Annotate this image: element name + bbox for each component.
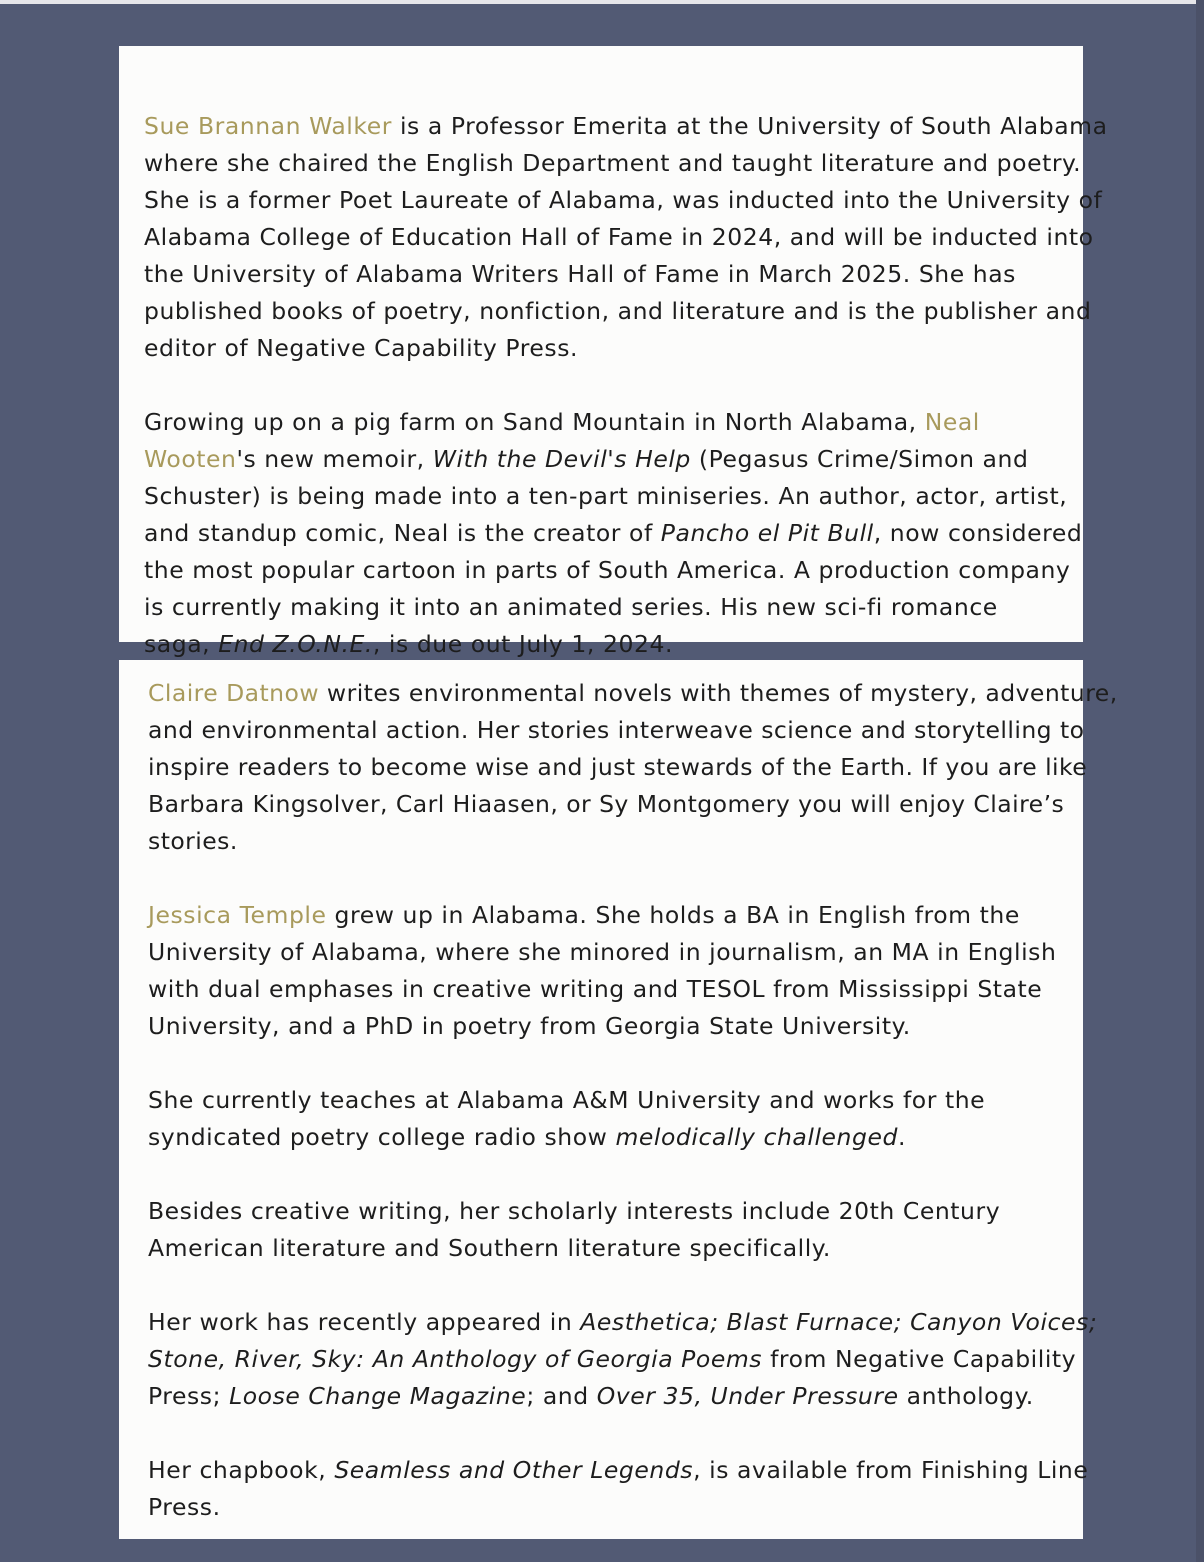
text-line: Besides creative writing, her scholarly interests include 20th Century [148, 1197, 1001, 1225]
text-line [148, 1119, 1077, 1156]
author-link-wooten[interactable]: Neal [924, 408, 980, 436]
text-line: is currently making it into an animated series. His new sci-fi romance [144, 593, 998, 621]
bio-datnow [148, 675, 1118, 860]
text-line: University, and a PhD in poetry from Georgia State University. [148, 1012, 911, 1040]
text-span: grew up in Alabama. She holds a BA in English from the [326, 901, 1020, 929]
text-line: Schuster) is being made into a ten-part miniseries. An author, actor, artist, [144, 482, 1068, 510]
text-line [144, 515, 1083, 552]
text-line: editor of Negative Capability Press. [144, 334, 579, 362]
text-line: American literature and Southern literature specifically. [148, 1234, 831, 1262]
text-line [144, 108, 1108, 145]
bio-card-2 [119, 660, 1118, 1539]
text-line [144, 404, 1063, 441]
author-link-wooten-cont[interactable]: Wooten [144, 445, 237, 473]
text-span: writes environmental novels with themes of mystery, adventure, [319, 679, 1118, 707]
text-span: 's new memoir, [236, 445, 433, 473]
text-span: , is available from Finishing Line [693, 1456, 1089, 1484]
book-title: With the Devil's Help [432, 445, 691, 473]
book-title: End Z.O.N.E. [218, 630, 373, 658]
text-line: published books of poetry, nonfiction, and literature and is the publisher and [144, 297, 1092, 325]
text-line: University of Alabama, where she minored in journalism, an MA in English [148, 938, 1057, 966]
cartoon-title: Pancho el Pit Bull [660, 519, 874, 547]
anthology-title: Stone, River, Sky: An Anthology of Georgia Poems [148, 1345, 763, 1373]
text-span: syndicated poetry college radio show [148, 1123, 616, 1151]
text-span: Her work has recently appeared in [148, 1308, 581, 1336]
text-span: Her chapbook, [148, 1456, 335, 1484]
text-line: with dual emphases in creative writing and TESOL from Mississippi State [148, 975, 1043, 1003]
text-line [148, 1378, 1077, 1415]
bio-temple-chapbook [148, 1452, 1089, 1526]
text-line [148, 897, 1077, 934]
text-span: Growing up on a pig farm on Sand Mountain in North Alabama, [144, 408, 925, 436]
right-edge [1196, 0, 1204, 1562]
text-line: inspire readers to become wise and just stewards of the Earth. If you are like [148, 753, 1088, 781]
text-line: where she chaired the English Department and taught literature and poetry. [144, 149, 1082, 177]
magazine-title: Loose Change Magazine [229, 1382, 527, 1410]
author-link-datnow[interactable]: Claire Datnow [148, 679, 319, 707]
text-line: Alabama College of Education Hall of Fame in 2024, and will be inducted into [144, 223, 1094, 251]
anthology-title: Over 35, Under Pressure [596, 1382, 899, 1410]
text-line: Barbara Kingsolver, Carl Hiaasen, or Sy Montgomery you will enjoy Claire’s [148, 790, 1065, 818]
bio-walker [144, 108, 1108, 367]
text-line [148, 1452, 1089, 1489]
text-span: and standup comic, Neal is the creator of [144, 519, 661, 547]
text-span: Press; [148, 1382, 230, 1410]
text-span: from Negative Capability [762, 1345, 1077, 1373]
text-line [144, 441, 1063, 478]
text-line [148, 1341, 1077, 1378]
text-span: (Pegasus Crime/Simon and [690, 445, 1029, 473]
text-line: She is a former Poet Laureate of Alabama, was inducted into the University of [144, 186, 1103, 214]
bio-temple-work [148, 1304, 1098, 1415]
text-line: stories. [148, 827, 238, 855]
bio-wooten [144, 404, 1083, 663]
text-span: . [897, 1123, 906, 1151]
text-span: anthology. [898, 1382, 1034, 1410]
bio-temple-interests [148, 1193, 1077, 1267]
show-title: melodically challenged [615, 1123, 898, 1151]
publication-titles: Aesthetica; Blast Furnace; Canyon Voices; [580, 1308, 1098, 1336]
text-line: the most popular cartoon in parts of South America. A production company [144, 556, 1071, 584]
author-link-temple[interactable]: Jessica Temple [148, 901, 327, 929]
text-line: and environmental action. Her stories interweave science and storytelling to [148, 716, 1085, 744]
bio-temple-teaching [148, 1082, 1077, 1156]
author-link-walker[interactable]: Sue Brannan Walker [144, 112, 392, 140]
text-line: the University of Alabama Writers Hall of Fame in March 2025. She has [144, 260, 1016, 288]
text-span: , is due out July 1, 2024. [372, 630, 673, 658]
text-span: , now considered [873, 519, 1083, 547]
text-span: ; and [526, 1382, 597, 1410]
text-line [148, 675, 1118, 712]
text-line [144, 626, 1063, 663]
text-line: She currently teaches at Alabama A&M University and works for the [148, 1086, 986, 1114]
chapbook-title: Seamless and Other Legends [334, 1456, 694, 1484]
bio-card-1 [119, 46, 1108, 658]
text-span: saga, [144, 630, 219, 658]
top-border [0, 0, 1204, 4]
text-line [148, 1304, 1098, 1341]
text-span: is a Professor Emerita at the University of South Alabama [391, 112, 1108, 140]
bio-temple [148, 897, 1077, 1045]
text-line: Press. [148, 1493, 221, 1521]
